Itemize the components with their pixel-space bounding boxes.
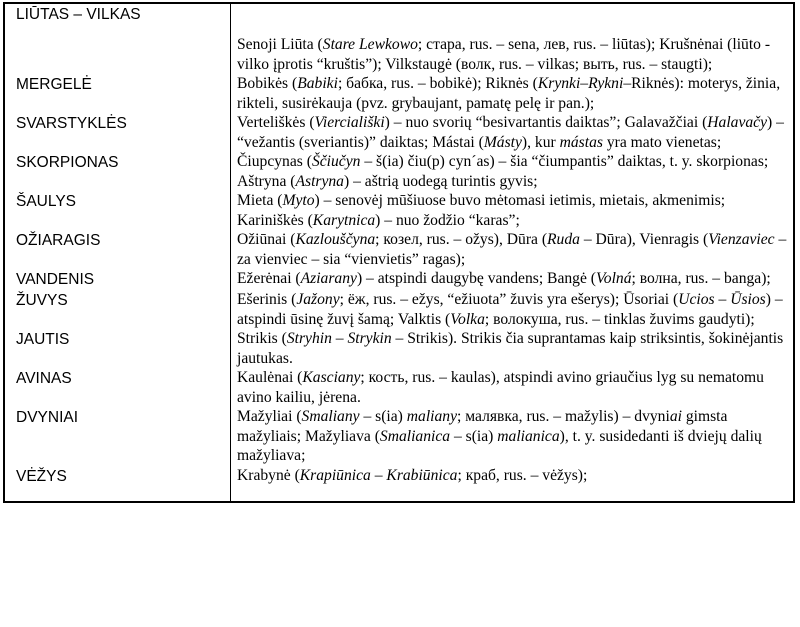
place-names-description-cell: [231, 290, 795, 329]
description-text: ; кость, rus. – kaulas), atspindi avino griaučius lyg su nematomu avino kailiu, jėrena.: [237, 369, 764, 406]
place-name-original: ai: [669, 408, 682, 425]
place-name-original: Volná: [595, 270, 632, 287]
place-name-original: Kazlouščyna: [295, 231, 376, 248]
description-text: – za vienviec – sia “vienvietis” ragas);: [237, 231, 787, 268]
description-text: ; ёж, rus. – ežys, “ežiuota” žuvis yra ešerys); Ūsoriai (: [339, 291, 679, 308]
place-name-original: Stryhin – Strykin: [286, 330, 392, 347]
description-text: ) – nuo svorių “besivartantis daiktas”; Galavažčiai (: [384, 114, 708, 131]
place-name-original: Halavačy: [707, 114, 768, 131]
zodiac-sign-cell: SVARSTYKLĖS: [4, 113, 231, 152]
place-name-original: Karytnica: [312, 211, 376, 229]
description-text: ; волна, rus. – banga);: [631, 270, 771, 287]
description-text: ), kur: [521, 133, 560, 151]
zodiac-sign-cell: ŠAULYS: [4, 191, 231, 230]
place-names-description-cell: [231, 191, 795, 230]
place-name-original: Ucios – Ūsios: [678, 291, 766, 308]
description-text: ) – senovėj mūšiuose buvo mėtomasi ietimis, mietais, akmenimis; Kariniškės (: [237, 192, 726, 229]
description-text: Senoji Liūta (: [237, 36, 323, 53]
place-name-original: Krynki–Rykni: [537, 75, 624, 92]
table-row: [4, 74, 794, 113]
place-name-original: Ščiučyn: [311, 153, 361, 170]
place-name-original: Astryna: [295, 172, 344, 190]
place-names-description-cell: [231, 368, 795, 407]
table-row: [4, 152, 794, 191]
zodiac-sign-cell: SKORPIONAS: [4, 152, 231, 191]
description-text: – Dūra), Vienragis (: [579, 231, 709, 248]
description-text: – s(ia): [450, 427, 498, 445]
place-name-original: Smaliany: [301, 408, 360, 425]
zodiac-sign-cell: ŽUVYS: [4, 290, 231, 329]
table-row: [4, 407, 794, 466]
description-text: ) – atspindi daugybę vandens; Bangė (: [356, 270, 596, 287]
description-text: yra mato vienetas;: [602, 133, 722, 151]
zodiac-sign-cell: AVINAS: [4, 368, 231, 407]
description-text: Ežerėnai (: [237, 270, 301, 287]
description-text: –Riknės): moterys, žinia, rikteli, susirėkauja (pvz. grybaujant, pamatę pelę ir pan.);: [237, 75, 781, 112]
description-text: ) – aštrią uodegą turintis gyvis;: [343, 172, 538, 190]
table-row: [4, 290, 794, 329]
place-name-original: mástas: [559, 133, 603, 151]
place-name-original: Jažony: [296, 291, 340, 308]
description-text: – Strikis). Strikis čia suprantamas kaip striksintis, šokinėjantis jautukas.: [237, 330, 784, 367]
place-name-original: Krapiūnica – Krabiūnica: [299, 466, 458, 484]
table-row: [4, 230, 794, 269]
description-text: ; краб, rus. – vėžys);: [457, 466, 588, 484]
place-names-description-cell: [231, 230, 795, 269]
place-names-description-cell: [231, 407, 795, 466]
description-text: ) – atspindi ūsinę žuvį šamą; Valktis (: [237, 291, 783, 328]
description-text: – š(ia) čiu(p) cyn´as) – šia “čiumpantis” daiktas, t. y. skorpionas; Aštryna (: [237, 153, 769, 190]
zodiac-sign-cell: OŽIARAGIS: [4, 230, 231, 269]
description-text: Krabynė (: [237, 466, 300, 484]
description-text: – s(ia): [359, 408, 407, 425]
place-name-original: Vienzaviec: [708, 231, 775, 248]
place-name-original: Aziarany: [300, 270, 357, 287]
description-text: ; бабка, rus. – bobikė); Riknės (: [337, 75, 538, 92]
description-text: Bobikės (: [237, 75, 298, 92]
description-text: ; волокуша, rus. – tinklas žuvims gaudyti);: [484, 310, 755, 328]
place-name-original: Smalianica: [379, 427, 451, 445]
place-names-description-cell: [231, 152, 795, 191]
table-row: [4, 466, 794, 502]
table-row: [4, 329, 794, 368]
zodiac-sign-cell: LIŪTAS – VILKAS: [4, 3, 231, 74]
place-name-original: Myto: [282, 192, 315, 209]
place-name-original: Vierciališki: [314, 114, 385, 131]
description-text: Kaulėnai (: [237, 369, 303, 386]
table-row: [4, 113, 794, 152]
description-text: Strikis (: [237, 330, 287, 347]
description-text: ; малявка, rus. – mažylis) – dvyni: [457, 408, 670, 425]
description-text: Mažyliai (: [237, 408, 302, 425]
description-text: Mieta (: [237, 192, 283, 209]
place-name-original: Stare Lewkowo: [322, 36, 418, 53]
zodiac-place-names-table: [3, 2, 795, 503]
zodiac-sign-cell: VĖŽYS: [4, 466, 231, 502]
place-names-description-cell: [231, 269, 795, 290]
description-text: ) – “vežantis (sveriantis)” daiktas; Mástai (: [237, 114, 784, 151]
description-text: Ešerinis (: [237, 291, 297, 308]
description-text: gimsta mažyliais; Mažyliava (: [237, 408, 728, 445]
place-names-description-cell: [231, 466, 795, 502]
place-name-original: maliany: [406, 408, 458, 425]
place-name-original: Másty: [483, 133, 522, 151]
place-name-original: Kasciany: [302, 369, 361, 386]
place-names-description-cell: [231, 3, 795, 74]
description-text: Ožiūnai (: [237, 231, 296, 248]
description-text: ), t. y. susidedanti iš dviejų dalių mažyliava;: [237, 427, 762, 464]
place-name-original: Babiki: [297, 75, 338, 92]
zodiac-sign-cell: MERGELĖ: [4, 74, 231, 113]
description-text: Čiupcynas (: [237, 153, 312, 170]
table-row: [4, 368, 794, 407]
table-row: [4, 3, 794, 74]
description-text: ) – nuo žodžio “karas”;: [375, 211, 520, 229]
zodiac-sign-cell: VANDENIS: [4, 269, 231, 290]
place-names-description-cell: [231, 113, 795, 152]
place-names-description-cell: [231, 329, 795, 368]
description-text: ; козел, rus. – ožys), Dūra (: [375, 231, 548, 248]
description-text: Verteliškės (: [237, 114, 315, 131]
place-names-description-cell: [231, 74, 795, 113]
table-body: [4, 3, 794, 502]
place-name-original: malianica: [497, 427, 560, 445]
zodiac-sign-cell: JAUTIS: [4, 329, 231, 368]
table-row: [4, 191, 794, 230]
place-name-original: Volka: [450, 310, 485, 328]
zodiac-sign-cell: DVYNIAI: [4, 407, 231, 466]
description-text: ; стара, rus. – sena, лев, rus. – liūtas); Krušnėnai (liūto - vilko įprotis “kruštis”); Vilkstaugė (волк, rus. – vilkas; выть, rus. – staugti);: [237, 36, 771, 73]
table-row: [4, 269, 794, 290]
place-name-original: Ruda: [547, 231, 580, 248]
